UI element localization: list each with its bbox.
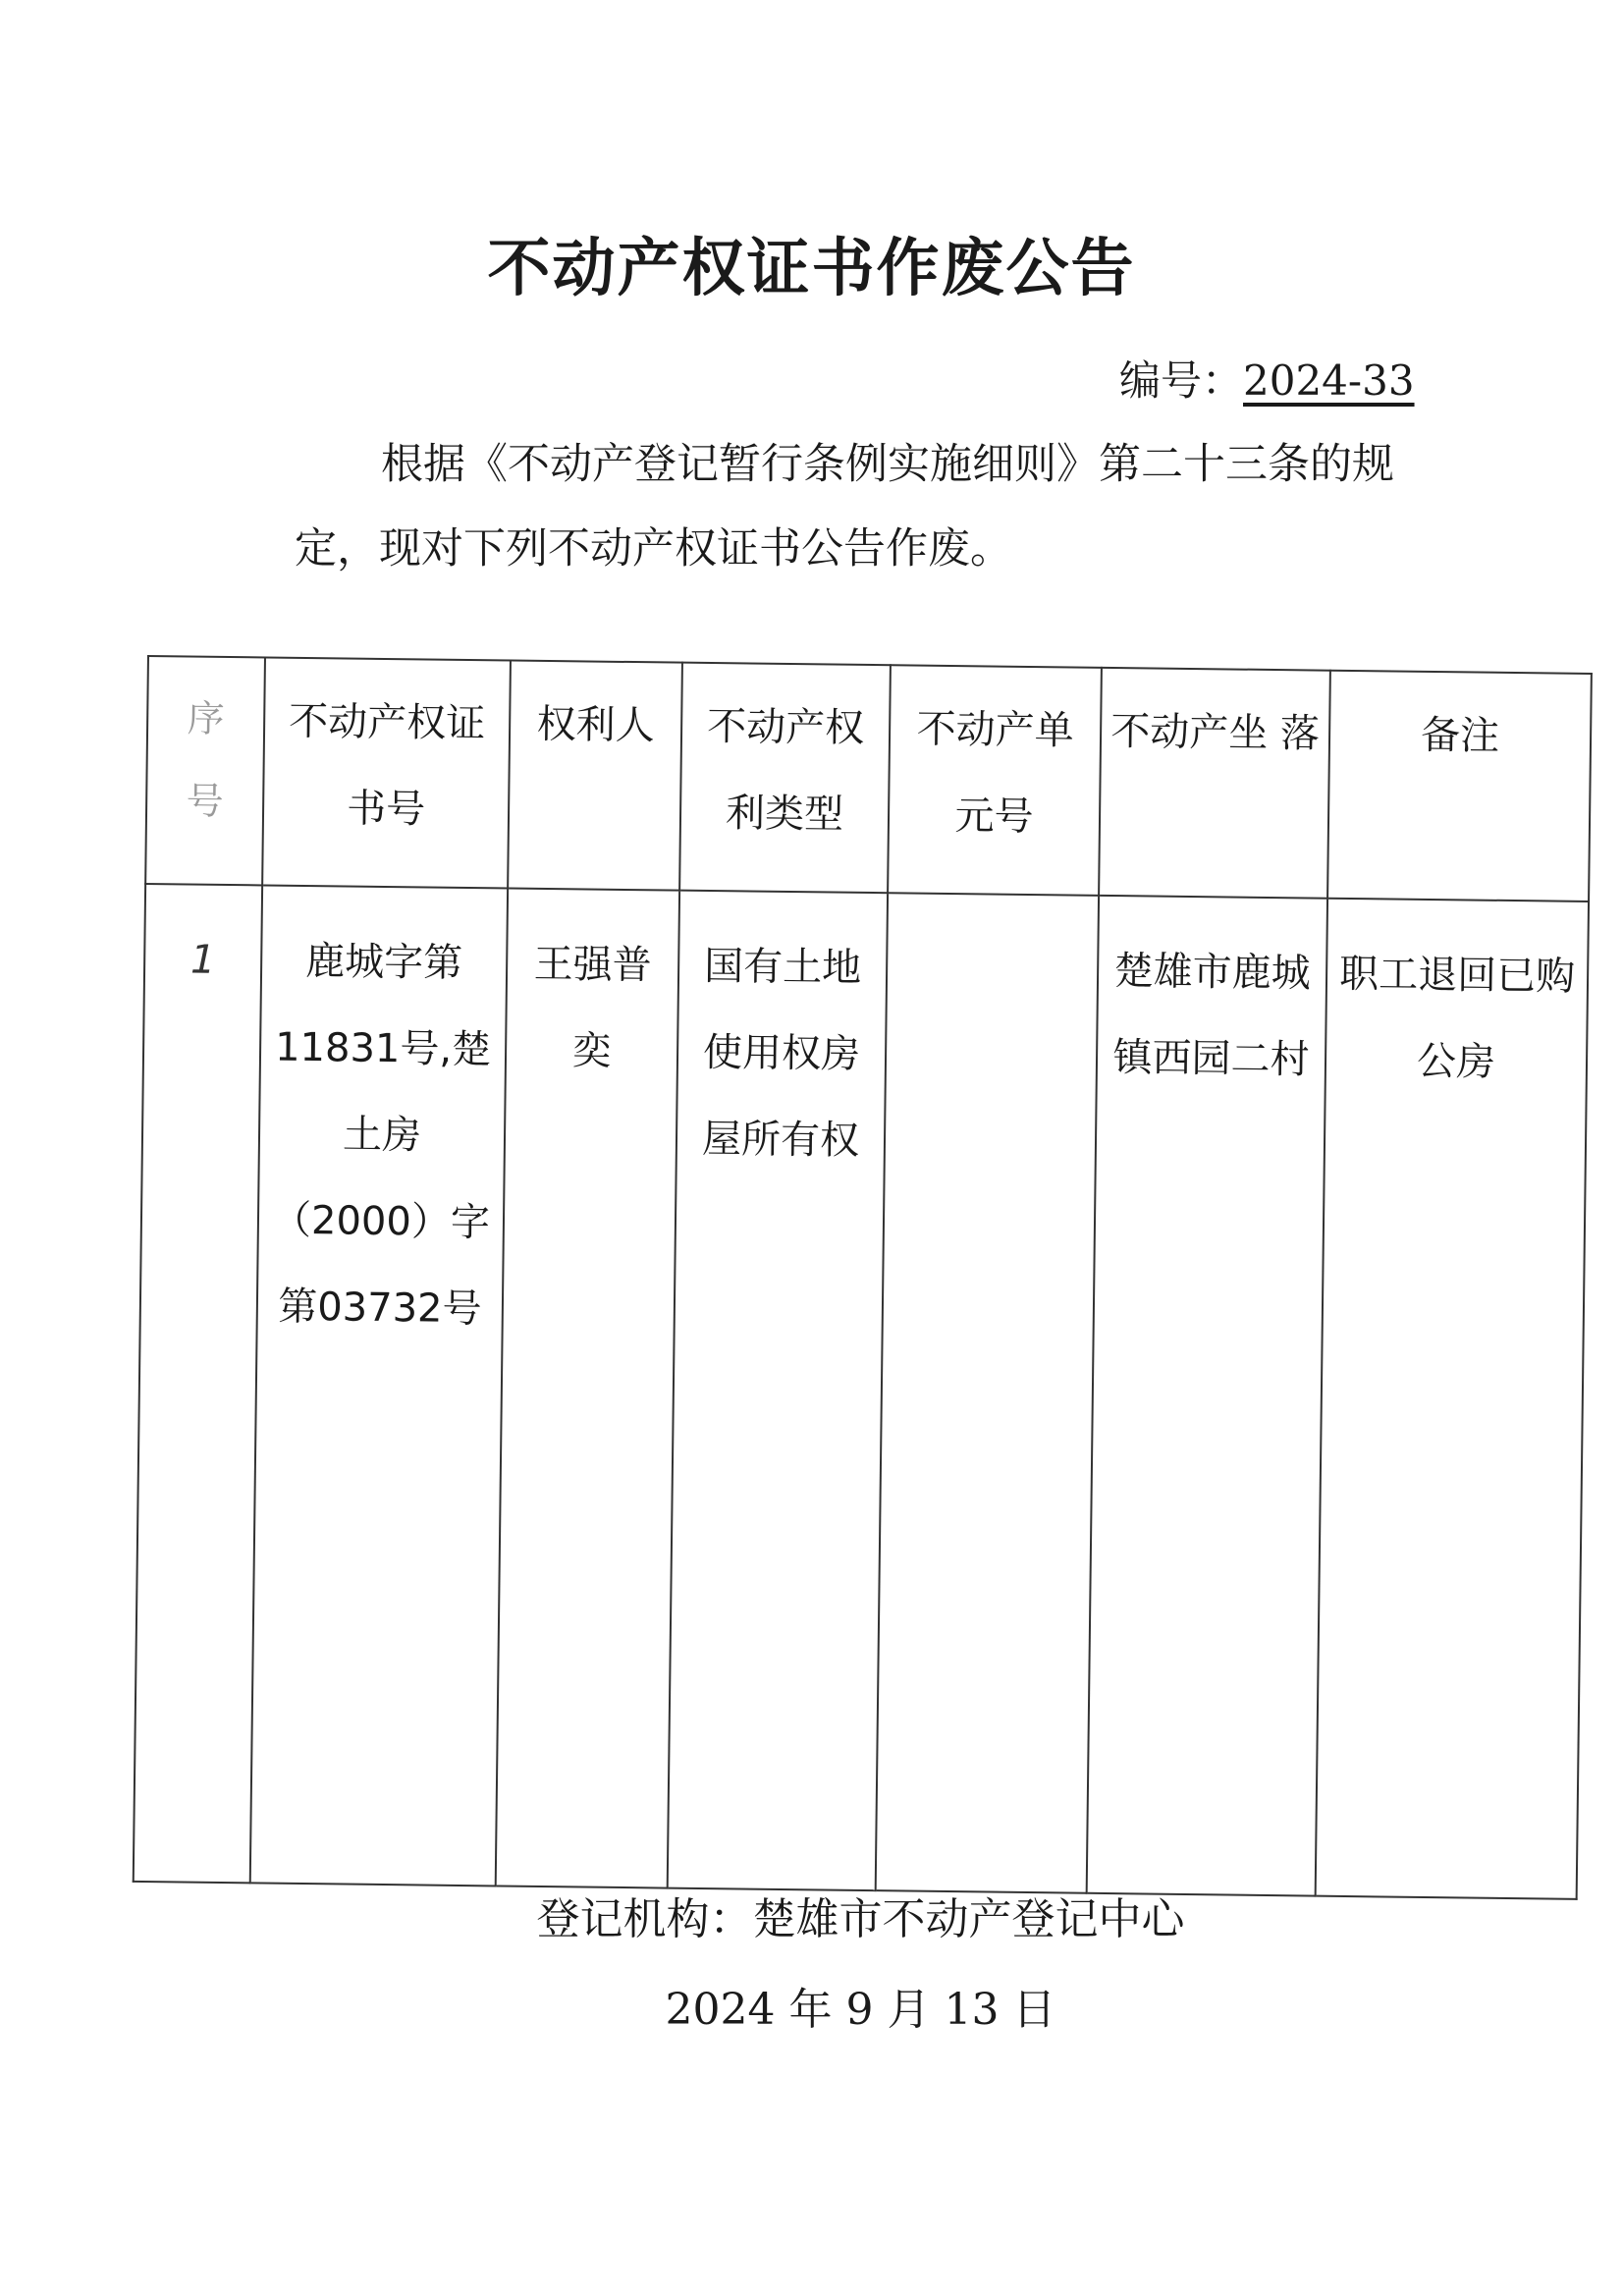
- header-location: 不动产坐 落: [1099, 668, 1330, 899]
- header-seq-line2: 号: [186, 779, 224, 823]
- header-seq-line1: 序: [187, 696, 225, 740]
- registration-authority: 登记机构：楚雄市不动产登记中心: [536, 1894, 1185, 1944]
- notice-paragraph: 根据《不动产登记暂行条例实施细则》第二十三条的规定，现对下列不动产权证书公告作废。: [295, 440, 1394, 574]
- cell-seq: 1: [134, 884, 262, 1883]
- header-right-type: 不动产权利类型: [679, 663, 891, 894]
- header-remark: 备注: [1327, 671, 1592, 902]
- notice-date: 2024 年 9 月 13 日: [665, 1985, 1056, 2035]
- cell-remark: 职工退回已购公房: [1316, 899, 1589, 1899]
- header-seq: [145, 656, 265, 885]
- cell-right-type: 国有土地使用权房屋所有权: [668, 891, 888, 1891]
- cell-cert-no: 鹿城字第11831号,楚土房（2000）字第03732号: [250, 885, 508, 1886]
- document-number: [1119, 349, 1415, 408]
- table-row: [134, 884, 1589, 1899]
- cell-owner: 王强普奕: [496, 889, 679, 1888]
- document-number-value: 2024-33: [1243, 356, 1415, 405]
- table-header-row: [145, 656, 1592, 902]
- cell-unit-no: [876, 893, 1099, 1893]
- document-number-label: 编号：: [1119, 356, 1244, 405]
- certificate-table-wrapper: [133, 655, 1591, 1900]
- header-cert-no: 不动产权证书号: [262, 657, 511, 888]
- header-owner: 权利人: [508, 661, 682, 891]
- header-unit-no: 不动产单元号: [888, 665, 1102, 896]
- certificate-table: [133, 655, 1593, 1900]
- cell-location: 楚雄市鹿城镇西园二村: [1087, 896, 1327, 1896]
- notice-title: 不动产权证书作废公告: [487, 232, 1136, 305]
